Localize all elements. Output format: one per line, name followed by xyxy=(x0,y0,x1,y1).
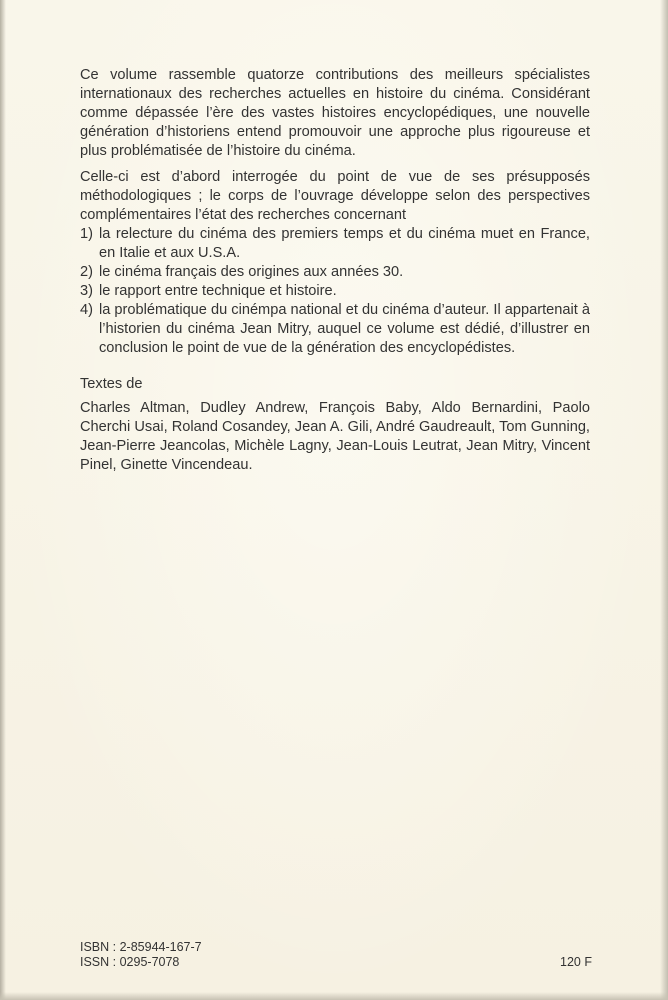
topics-list xyxy=(80,225,590,358)
method-lead-paragraph: Celle-ci est d’abord interrogée du point de vue de ses présupposés méthodologiques ; le corps de l’ouvrage développe selon des perspectives complémentaires l’état des recherches concernant xyxy=(80,169,590,223)
issn-number: ISSN : 0295-7078 xyxy=(80,955,180,969)
list-item xyxy=(80,301,590,358)
contributors-list: Charles Altman, Dudley Andrew, François Baby, Aldo Bernardini, Paolo Cherchi Usai, Roland Cosandey, Jean A. Gili, André Gaudreault, Tom Gunning, Jean-Pierre Jeancolas, Michèle Lagny, Jean-Louis Leutrat, Jean Mitry, Vincent Pinel, Ginette Vincendeau. xyxy=(80,400,590,473)
list-item xyxy=(80,282,590,301)
list-item-number: 1) xyxy=(80,226,93,242)
contributors-heading: Textes de xyxy=(80,376,143,392)
page-edge-shadow-right xyxy=(660,0,668,1000)
list-item-number: 3) xyxy=(80,283,93,299)
intro-paragraph: Ce volume rassemble quatorze contributions des meilleurs spécialistes internationaux des recherches actuelles en histoire du cinéma. Considérant comme dépassée l’ère des vastes histoires encyclopédiques, une nouvelle génération d’historiens entend promouvoir une approche plus rigoureuse et plus problématisée de l’histoire du cinéma. xyxy=(80,67,590,159)
list-item-number: 2) xyxy=(80,264,93,280)
list-item xyxy=(80,225,590,263)
isbn-number: ISBN : 2-85944-167-7 xyxy=(80,940,202,954)
list-item-text: le rapport entre technique et histoire. xyxy=(99,283,337,299)
price-label: 120 F xyxy=(560,955,592,969)
list-item-number: 4) xyxy=(80,302,93,318)
page-edge-shadow-left xyxy=(0,0,6,1000)
list-item-text: la relecture du cinéma des premiers temps et du cinéma muet en France, en Italie et aux U.S.A. xyxy=(99,226,590,261)
method-section xyxy=(80,168,590,358)
list-item-text: la problématique du cinémpa national et du cinéma d’auteur. Il appartenait à l’historien du cinéma Jean Mitry, auquel ce volume est dédié, d’illustrer en conclusion le point de vue de la génération des encyclopédistes. xyxy=(99,302,590,356)
list-item xyxy=(80,263,590,282)
page-edge-shadow-bottom xyxy=(0,992,668,1000)
catalog-numbers xyxy=(80,940,202,970)
list-item-text: le cinéma français des origines aux années 30. xyxy=(99,264,404,280)
